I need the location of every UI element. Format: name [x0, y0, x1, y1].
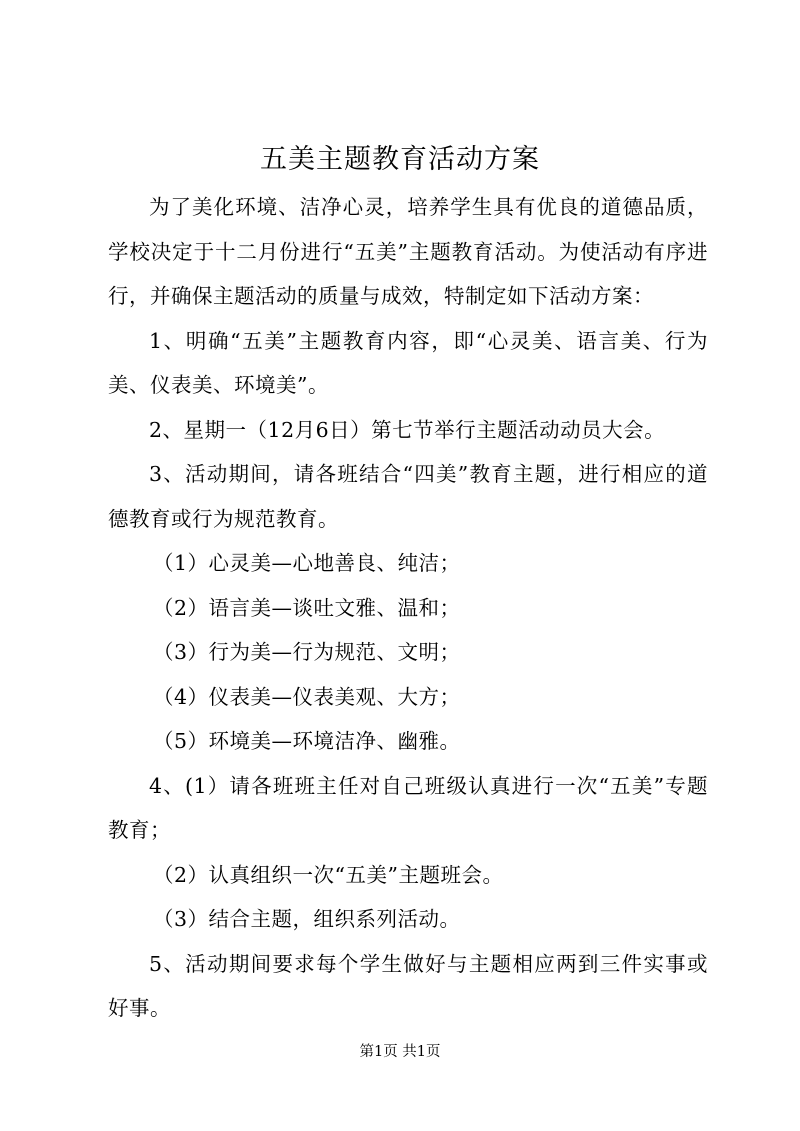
item-1-paragraph: 1、明确“五美”主题教育内容，即“心灵美、语言美、行为美、仪表美、环境美”。 — [108, 328, 708, 397]
document-body — [108, 185, 708, 1031]
item-3-sub-3: （3）行为美—行为规范、文明； — [153, 640, 461, 664]
item-2-paragraph: 2、星期一（12月6日）第七节举行主题活动动员大会。 — [149, 417, 666, 442]
item-3-sub-2: （2）语言美—谈吐文雅、温和； — [153, 595, 461, 620]
item-5-paragraph: 5、活动期间要求每个学生做好与主题相应两到三件实事或好事。 — [108, 951, 708, 1020]
item-3-sub-4: （4）仪表美—仪表美观、大方； — [153, 684, 461, 709]
page-footer: 第1页 共1页 — [359, 1044, 441, 1060]
item-3-paragraph: 3、活动期间，请各班结合“四美”教育主题，进行相应的道德教育或行为规范教育。 — [108, 462, 708, 531]
page-title: 五美主题教育活动方案 — [260, 144, 540, 175]
item-3-sub-5: （5）环境美—环境洁净、幽雅。 — [153, 729, 461, 753]
intro-paragraph: 为了美化环境、洁净心灵，培养学生具有优良的道德品质，学校决定于十二月份进行“五美”主题教育活动。为使活动有序进行，并确保主题活动的质量与成效，特制定如下活动方案： — [108, 195, 708, 308]
item-4-sub-2: （2）认真组织一次“五美”主题班会。 — [153, 862, 504, 887]
item-4-sub-3: （3）结合主题，组织系列活动。 — [153, 907, 461, 931]
item-4-paragraph: 4、(1）请各班班主任对自己班级认真进行一次“五美”专题教育； — [108, 773, 708, 842]
item-3-sub-1: （1）心灵美—心地善良、纯洁； — [153, 551, 461, 575]
